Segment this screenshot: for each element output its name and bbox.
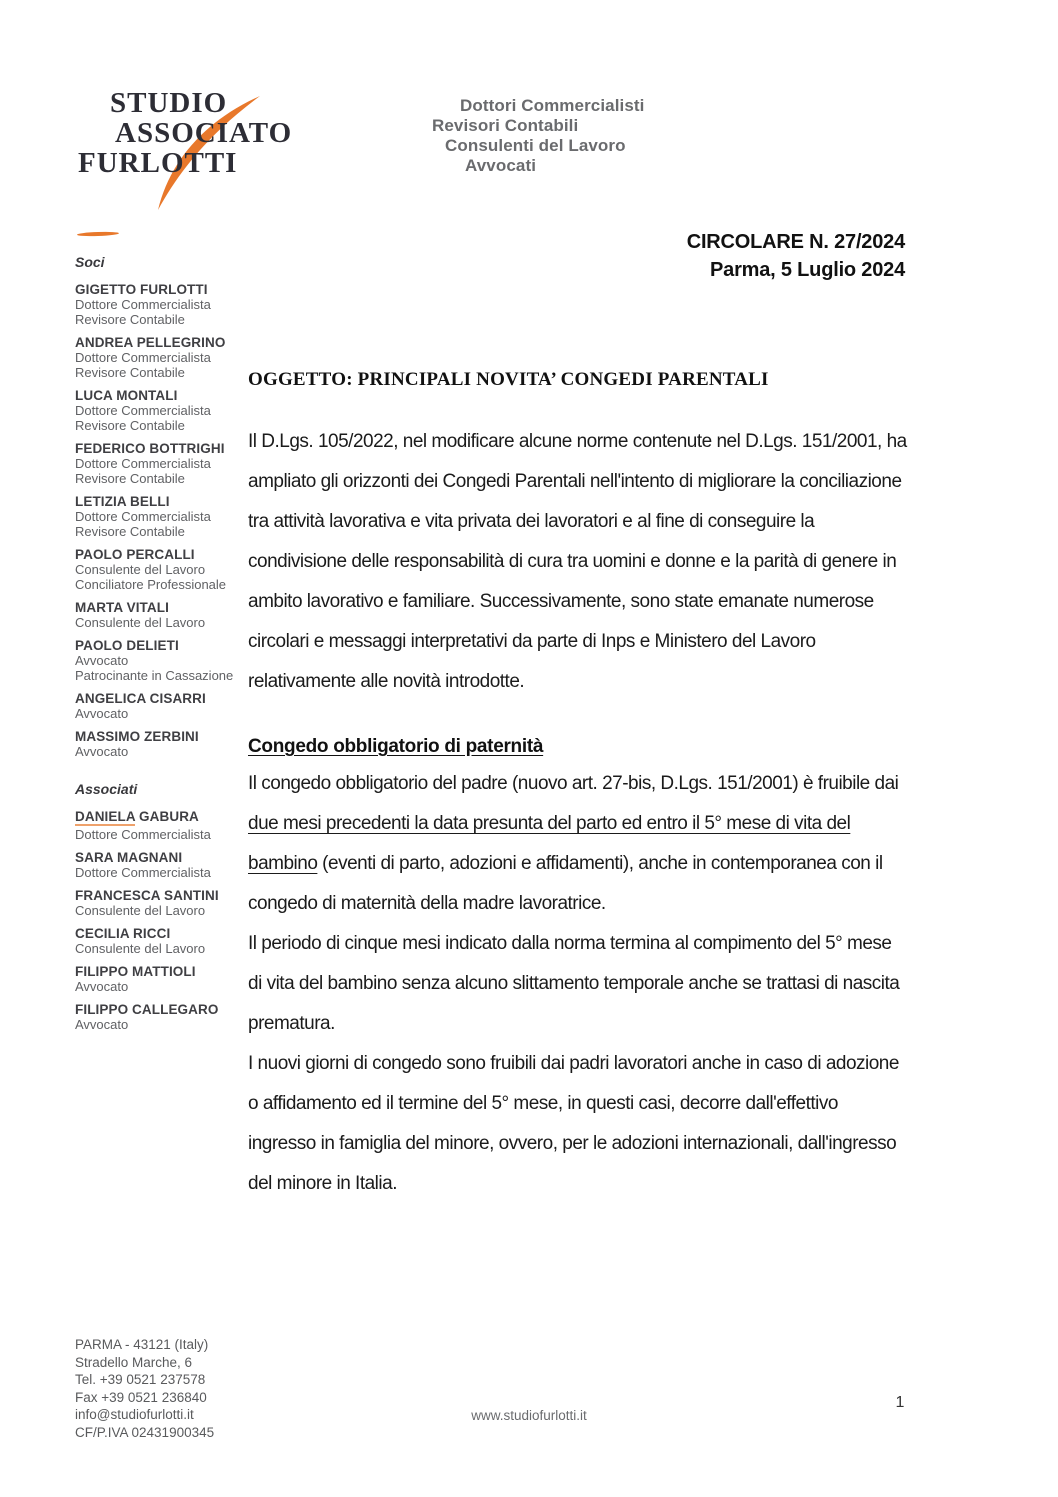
member-entry bbox=[75, 926, 255, 956]
member-role: Avvocato bbox=[75, 653, 129, 668]
member-role: Revisore Contabile bbox=[75, 418, 185, 433]
member-entry bbox=[75, 888, 255, 918]
member-role: Dottore Commercialista bbox=[75, 865, 211, 880]
page-number: 1 bbox=[895, 1394, 905, 1411]
service-item: Avvocati bbox=[465, 156, 537, 175]
member-role: Dottore Commercialista bbox=[75, 509, 211, 524]
address-line: info@studiofurlotti.it bbox=[75, 1407, 194, 1422]
member-entry bbox=[75, 729, 255, 759]
address-line: Tel. +39 0521 237578 bbox=[75, 1372, 206, 1387]
member-entry bbox=[75, 494, 255, 539]
paragraph-segment: Il congedo obbligatorio del padre (nuovo art. 27-bis, D.Lgs. 151/2001) è fruibile dai bbox=[248, 773, 899, 794]
members-sidebar bbox=[75, 232, 255, 1040]
member-name: MASSIMO ZERBINI bbox=[75, 729, 199, 744]
scan-underline-artifact bbox=[75, 824, 135, 826]
paragraph-congedo bbox=[248, 764, 910, 924]
underlined-segment: due mesi precedenti la data presunta del parto ed entro il 5° mese di vita del bambino bbox=[248, 813, 851, 874]
subject-line: OGGETTO: PRINCIPALI NOVITA’ CONGEDI PARENTALI bbox=[248, 369, 769, 390]
logo-line-2: ASSOCIATO bbox=[115, 117, 293, 149]
member-role: Dottore Commercialista bbox=[75, 456, 211, 471]
member-name: ANGELICA CISARRI bbox=[75, 691, 206, 706]
member-name: ANDREA PELLEGRINO bbox=[75, 335, 226, 350]
member-name: FILIPPO MATTIOLI bbox=[75, 964, 196, 979]
logo-line-1: STUDIO bbox=[110, 87, 228, 119]
member-role: Avvocato bbox=[75, 744, 129, 759]
circular-number: CIRCOLARE N. 27/2024 bbox=[686, 231, 905, 253]
paragraph-periodo: Il periodo di cinque mesi indicato dalla norma termina al compimento del 5° mese di vita del bambino senza alcuno slittamento temporale anche se trattasi di nascita prematura. bbox=[248, 933, 900, 1034]
member-entry bbox=[75, 600, 255, 630]
member-entry bbox=[75, 547, 255, 592]
member-role: Conciliatore Professionale bbox=[75, 577, 227, 592]
service-item: Consulenti del Lavoro bbox=[445, 136, 626, 155]
paragraph-adozione: I nuovi giorni di congedo sono fruibili dai padri lavoratori anche in caso di adozione o affidamento ed il termine del 5° mese, in questi casi, decorre dall'effettivo ingresso in famiglia del minore, ovvero, per le adozioni internazionali, dall'ingresso del minore in Italia. bbox=[248, 1053, 899, 1194]
member-entry bbox=[75, 638, 255, 683]
member-role: Avvocato bbox=[75, 1017, 129, 1032]
service-item: Dottori Commercialisti bbox=[460, 96, 645, 115]
member-role: Revisore Contabile bbox=[75, 524, 185, 539]
member-role: Revisore Contabile bbox=[75, 471, 185, 486]
logo-line-3: FURLOTTI bbox=[78, 147, 238, 179]
member-entry bbox=[75, 388, 255, 433]
member-name: LETIZIA BELLI bbox=[75, 494, 170, 509]
circular-date: Parma, 5 Luglio 2024 bbox=[710, 259, 905, 281]
address-line: PARMA - 43121 (Italy) bbox=[75, 1337, 209, 1352]
member-name: CECILIA RICCI bbox=[75, 926, 171, 941]
associati-label: Associati bbox=[75, 781, 138, 797]
circular-header bbox=[560, 228, 905, 284]
member-role: Dottore Commercialista bbox=[75, 403, 211, 418]
section-heading: Congedo obbligatorio di paternità bbox=[248, 736, 544, 757]
paragraph-intro: Il D.Lgs. 105/2022, nel modificare alcune norme contenute nel D.Lgs. 151/2001, ha ampliato gli orizzonti dei Congedi Parentali nell'intento di migliorare la conciliazione tra attività lavorativa e vita privata dei lavoratori e al fine di conseguire la condivisione delle responsabilità di cura tra uomini e donne e la parità di genere in ambito lavorativo e familiare. Successivamente, sono state emanate numerose circolari e messaggi interpretativi da parte di Inps e Ministero del Lavoro relativamente alle novità introdotte. bbox=[248, 431, 907, 692]
member-entry bbox=[75, 964, 255, 994]
member-name: FEDERICO BOTTRIGHI bbox=[75, 441, 225, 456]
paragraph-segment: (eventi di parto, adozioni e affidamenti), anche in contemporanea con il congedo di maternità della madre lavoratrice. bbox=[248, 853, 883, 914]
member-entry bbox=[75, 809, 255, 842]
member-entry bbox=[75, 850, 255, 880]
soci-label: Soci bbox=[75, 254, 105, 270]
member-role: Patrocinante in Cassazione bbox=[75, 668, 234, 683]
member-entry bbox=[75, 1002, 255, 1032]
member-role: Consulente del Lavoro bbox=[75, 941, 206, 956]
studio-logo bbox=[78, 88, 338, 238]
member-role: Dottore Commercialista bbox=[75, 350, 211, 365]
member-name: SARA MAGNANI bbox=[75, 850, 183, 865]
member-name: GIGETTO FURLOTTI bbox=[75, 282, 208, 297]
address-line: CF/P.IVA 02431900345 bbox=[75, 1424, 215, 1440]
letter-body bbox=[248, 368, 910, 1204]
member-role: Dottore Commercialista bbox=[75, 297, 211, 312]
member-role: Avvocato bbox=[75, 706, 129, 721]
address-line: Stradello Marche, 6 bbox=[75, 1354, 193, 1370]
member-name: PAOLO PERCALLI bbox=[75, 547, 195, 562]
address-line: Fax +39 0521 236840 bbox=[75, 1389, 207, 1405]
services-list bbox=[432, 96, 645, 176]
member-name: FILIPPO CALLEGARO bbox=[75, 1002, 219, 1017]
member-entry bbox=[75, 441, 255, 486]
member-name: PAOLO DELIETI bbox=[75, 638, 179, 653]
member-name: MARTA VITALI bbox=[75, 600, 169, 615]
website-footer: www.studiofurlotti.it bbox=[471, 1408, 587, 1423]
member-entry bbox=[75, 282, 255, 327]
member-role: Avvocato bbox=[75, 979, 129, 994]
member-role: Dottore Commercialista bbox=[75, 827, 211, 842]
member-role: Consulente del Lavoro bbox=[75, 903, 206, 918]
address-block bbox=[75, 1336, 214, 1441]
member-role: Revisore Contabile bbox=[75, 312, 185, 327]
member-role: Consulente del Lavoro bbox=[75, 562, 206, 577]
member-role: Consulente del Lavoro bbox=[75, 615, 206, 630]
member-entry bbox=[75, 691, 255, 721]
member-name: LUCA MONTALI bbox=[75, 388, 178, 403]
member-role: Revisore Contabile bbox=[75, 365, 185, 380]
service-item: Revisori Contabili bbox=[432, 116, 579, 135]
member-name: FRANCESCA SANTINI bbox=[75, 888, 219, 903]
member-name: DANIELA GABURA bbox=[75, 809, 199, 824]
member-entry bbox=[75, 335, 255, 380]
